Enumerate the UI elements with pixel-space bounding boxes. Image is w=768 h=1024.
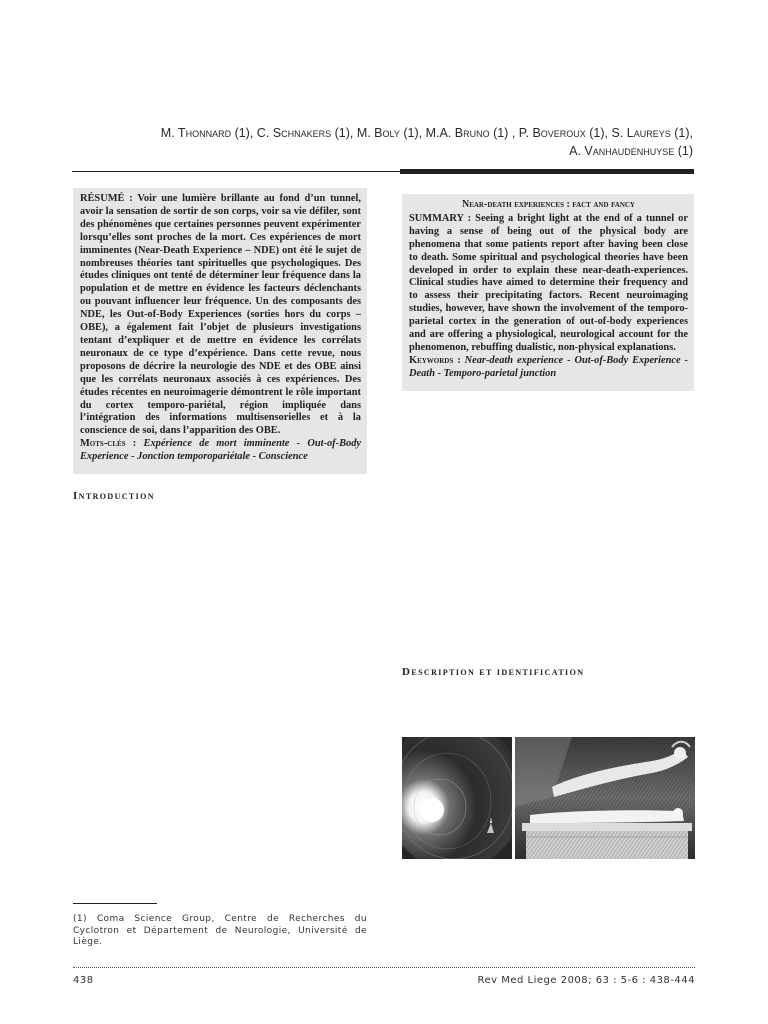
author-name: A. Vanhaudenhuyse xyxy=(569,144,675,158)
figure-illustration xyxy=(402,737,695,859)
author-affiliation-marker: (1), xyxy=(585,126,612,140)
summary-text: Seeing a bright light at the end of a tunnel or having a sense of being out of the physical body are phenomena that some patients report after having been close to death. Some spiritual and psychological theories have been developed in order to explain these near-death-experiences. Clinical studies have aimed to determine their frequency and to assess their precipitating factors. Recent neuroimaging studies, however, have shown the involvement of the temporo-parietal cortex in the generation of out-of-body experiences and are offering a physiological, neurological account for the phenomenon, rebuffing dualistic, non-physical explanations. xyxy=(409,212,688,353)
footer-dotted-rule xyxy=(73,967,695,968)
author-name: P. Boveroux xyxy=(518,126,586,140)
author-affiliation-marker: (1), xyxy=(670,126,693,140)
keywords-label: Keywords : xyxy=(409,354,461,366)
figure-artwork xyxy=(402,737,695,859)
author-name: S. Laureys xyxy=(611,126,671,140)
summary-label: SUMMARY : xyxy=(409,212,472,224)
author-line-1 xyxy=(53,124,693,142)
resume-label: RÉSUMÉ : xyxy=(80,193,133,204)
section-heading-description: Description et identification xyxy=(402,666,585,678)
keywords-text: Near-death experience - Out-of-Body Experience - Death - Temporo-parietal junction xyxy=(409,354,688,379)
author-affiliation-marker: (1) xyxy=(674,144,693,158)
resume-text: Voir une lumière brillante au fond d’un tunnel, avoir la sensation de sortir de son corps, voir sa vie défiler, sont des phénomènes que certaines personnes peuvent expérimenter lorsqu’elles sont proches de la mort. Ces expériences de mort imminentes (Near-Death Experience – NDE) ont été le sujet de nombreuses théories tant spirituelles que psychologiques. Des études cliniques ont tenté de déterminer leur fréquence dans la population et de mettre en évidence les facteurs déclenchants ou pouvant influencer leur fréquence. Un des composants des NDE, les Out-of-Body Experiences (sorties hors du corps – OBE), a également fait l’objet de plusieurs investigations tentant d’expliquer et de mettre en évidence les corrélats neuronaux de ce type d’expérience. Dans cette revue, nous proposons de décrire la neurologie des NDE et des OBE ainsi que les corrélats neuronaux associés à ces expériences. Des études récentes en neuroimagerie démontrent le rôle important du cortex temporo-pariétal, région impliquée dans l’intégration des informations multisensorielles et à la conscience de soi, dans l’apparition des OBE. xyxy=(80,193,361,437)
author-list xyxy=(53,124,693,160)
author-affiliation-marker: (1), xyxy=(399,126,426,140)
author-name: M. Thonnard xyxy=(160,126,232,140)
mots-cles-label: Mots-clés : xyxy=(80,438,137,450)
abstract-french xyxy=(73,188,367,474)
author-name: C. Schnakers xyxy=(256,126,332,140)
author-name: M. Boly xyxy=(356,126,400,140)
author-affiliation-marker: (1), xyxy=(231,126,257,140)
author-name: M.A. Bruno xyxy=(425,126,490,140)
footnote-rule xyxy=(73,903,157,904)
header-rule-thick xyxy=(400,169,694,174)
mots-cles-text: Expérience de mort imminente - Out-of-Body Experience - Jonction temporopariétale - Conscience xyxy=(80,438,362,463)
footnote-affiliation: (1) Coma Science Group, Centre de Recherches du Cyclotron et Département de Neurologie, Université de Liège. xyxy=(73,914,367,947)
author-line-2 xyxy=(53,142,693,160)
journal-citation: Rev Med Liege 2008; 63 : 5-6 : 438-444 xyxy=(477,975,695,986)
section-heading-introduction: Introduction xyxy=(73,490,155,502)
header-rule-thin xyxy=(72,171,400,172)
tunnel-image xyxy=(402,737,524,859)
page-number: 438 xyxy=(73,975,94,986)
author-affiliation-marker: (1), xyxy=(331,126,357,140)
english-title: Near-death experiences : fact and fancy xyxy=(461,199,635,210)
abstract-english xyxy=(402,194,694,391)
out-of-body-image xyxy=(515,737,695,859)
author-affiliation-marker: (1) , xyxy=(489,126,519,140)
